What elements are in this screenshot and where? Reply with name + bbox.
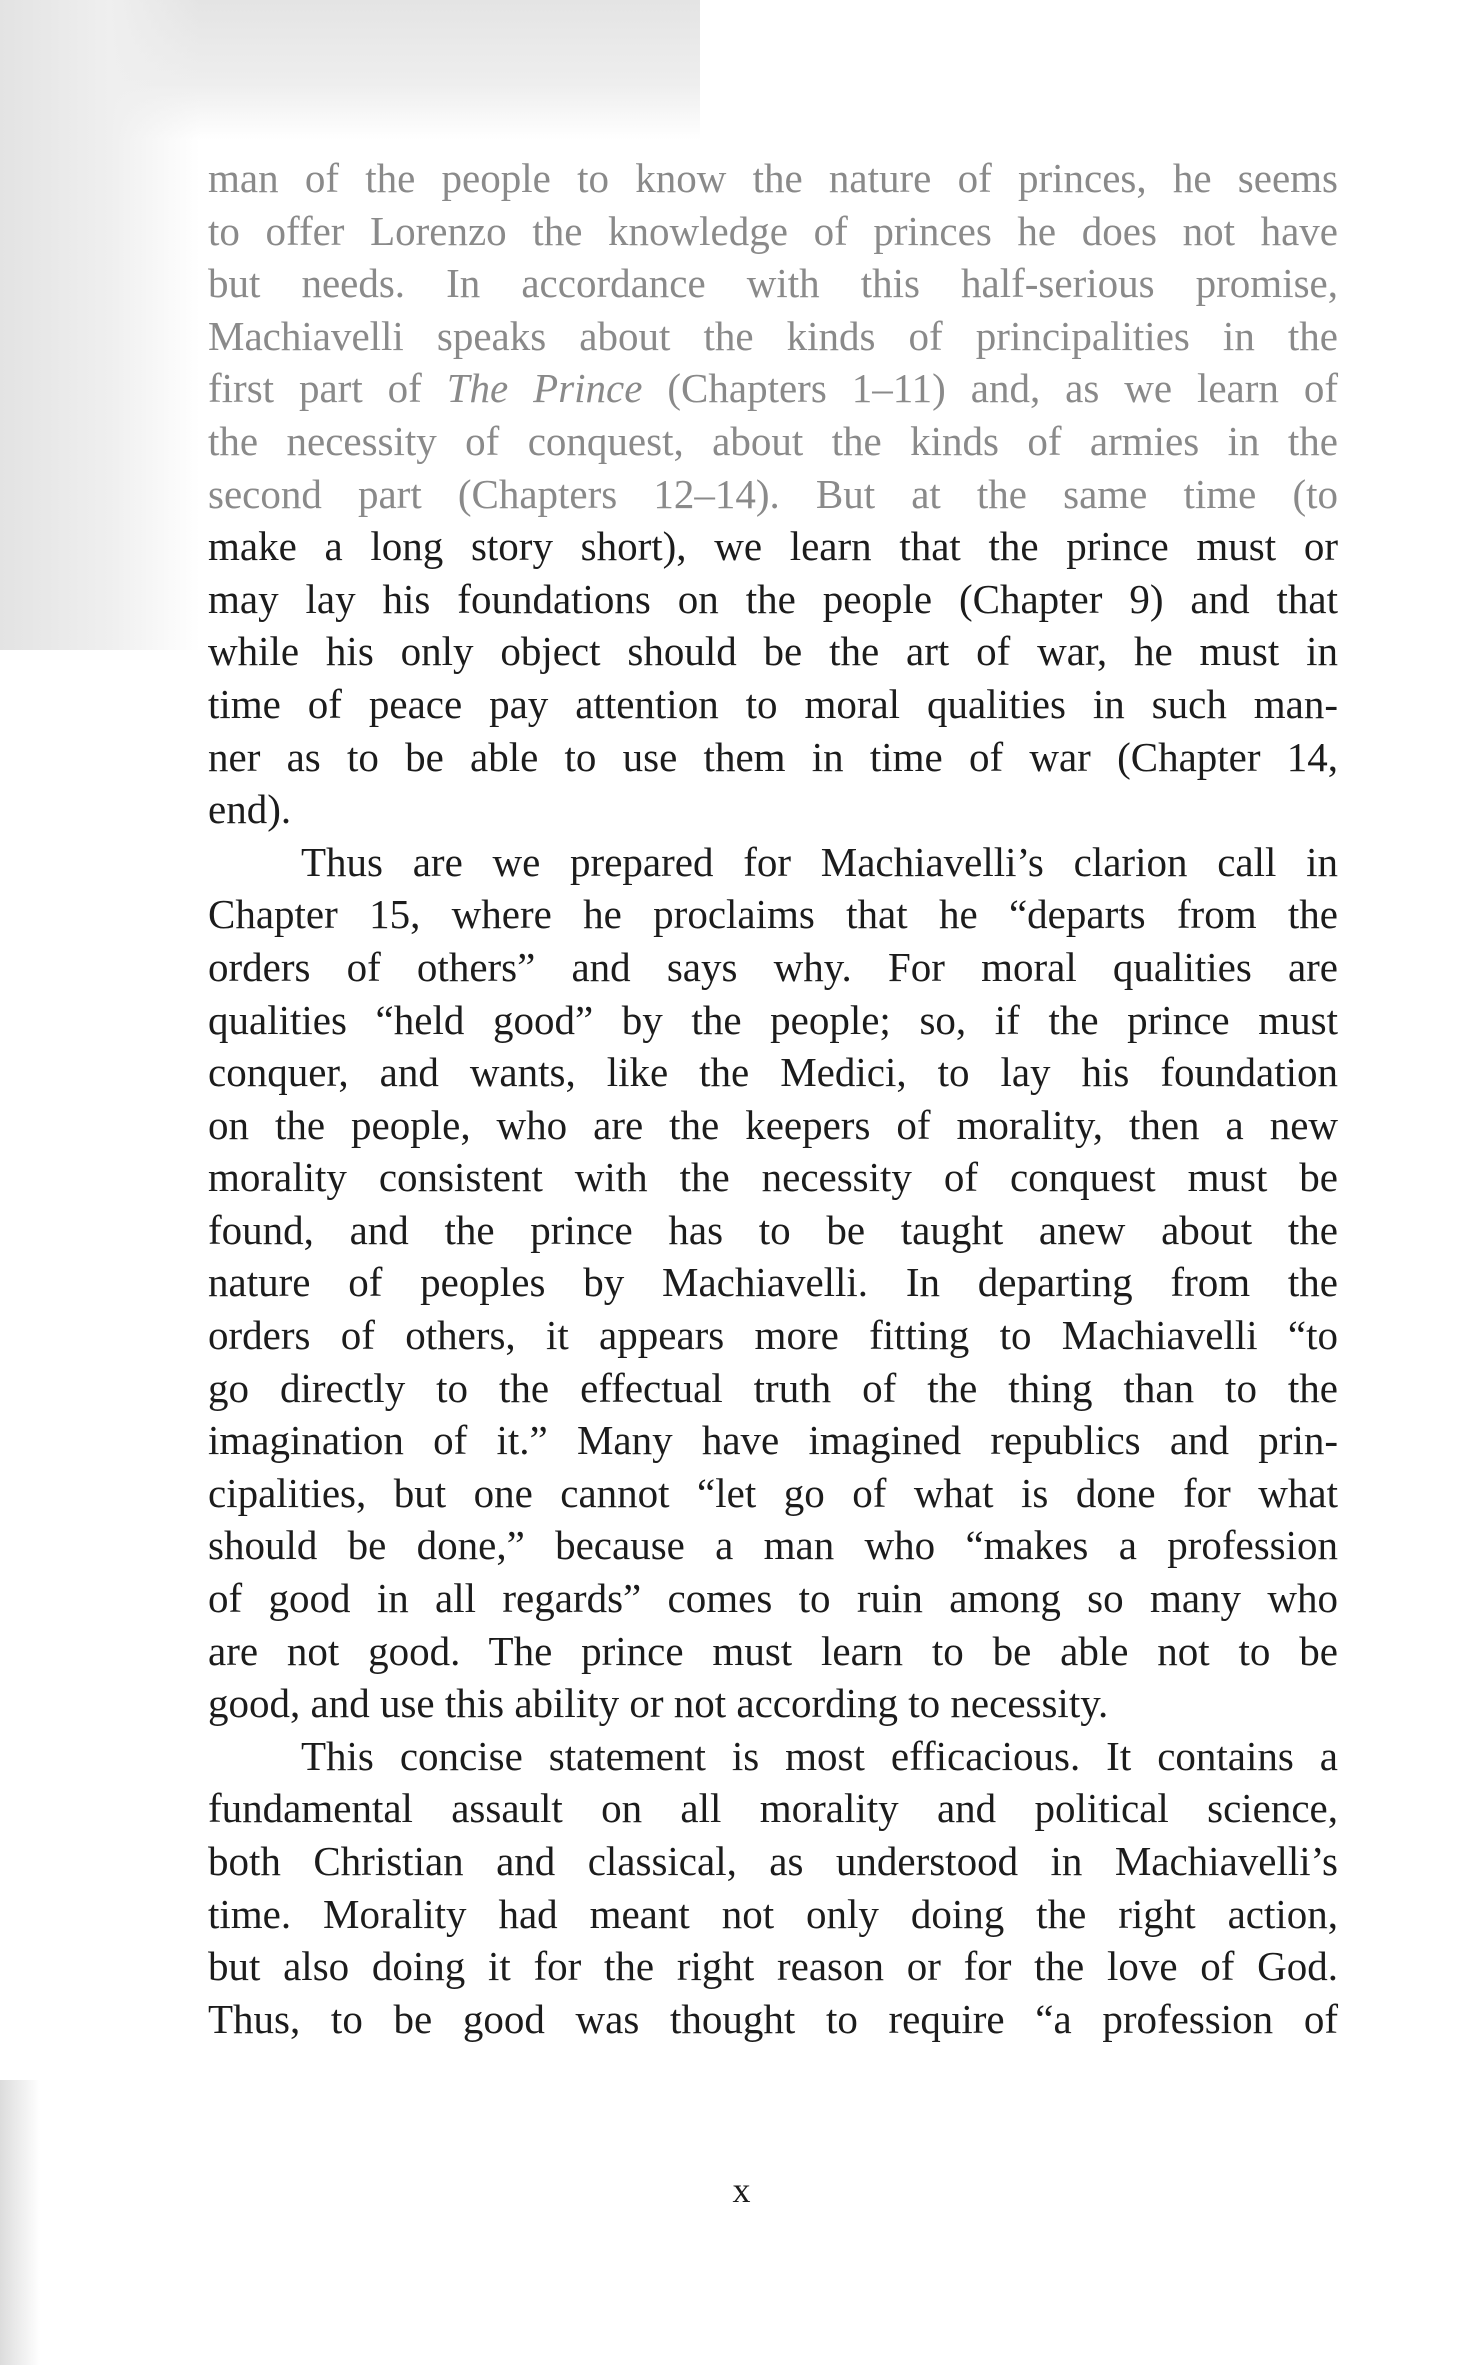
text-line: time of peace pay attention to moral qualities in such man- bbox=[208, 680, 1338, 727]
page-body-text bbox=[208, 152, 1338, 2045]
text-line: orders of others” and says why. For moral qualities are bbox=[208, 943, 1338, 990]
text-line: are not good. The prince must learn to be able not to be bbox=[208, 1627, 1338, 1674]
text-line: imagination of it.” Many have imagined republics and prin- bbox=[208, 1417, 1338, 1464]
text-line: Thus, to be good was thought to require “a profession of bbox=[208, 1995, 1338, 2042]
text-line: first part of The Prince (Chapters 1–11) and, as we learn of bbox=[208, 365, 1338, 412]
text-line: conquer, and wants, like the Medici, to lay his foundation bbox=[208, 1049, 1338, 1096]
text-line: This concise statement is most efficacious. It contains a bbox=[301, 1732, 1338, 1779]
text-line: should be done,” because a man who “makes a profession bbox=[208, 1522, 1338, 1569]
page-number: x bbox=[732, 2170, 752, 2210]
scan-smudge-bottom-left bbox=[0, 2080, 40, 2365]
text-line: on the people, who are the keepers of morality, then a new bbox=[208, 1101, 1338, 1148]
text-line: Chapter 15, where he proclaims that he “departs from the bbox=[208, 891, 1338, 938]
text-line: to offer Lorenzo the knowledge of princes he does not have bbox=[208, 207, 1338, 254]
text-line: found, and the prince has to be taught anew about the bbox=[208, 1206, 1338, 1253]
text-line: Thus are we prepared for Machiavelli’s clarion call in bbox=[301, 838, 1338, 885]
text-line: man of the people to know the nature of princes, he seems bbox=[208, 155, 1338, 201]
text-line: the necessity of conquest, about the kinds of armies in the bbox=[208, 417, 1338, 464]
text-line: orders of others, it appears more fitting to Machiavelli “to bbox=[208, 1312, 1338, 1359]
book-title: The Prince bbox=[446, 365, 643, 412]
text-line: fundamental assault on all morality and political science, bbox=[208, 1785, 1338, 1832]
text-line: go directly to the effectual truth of the thing than to the bbox=[208, 1364, 1338, 1411]
text-line: qualities “held good” by the people; so, if the prince must bbox=[208, 996, 1338, 1043]
text-line: ner as to be able to use them in time of war (Chapter 14, bbox=[208, 733, 1338, 780]
text-line: nature of peoples by Machiavelli. In departing from the bbox=[208, 1259, 1338, 1306]
text-line: but needs. In accordance with this half-serious promise, bbox=[208, 260, 1338, 307]
text-line: may lay his foundations on the people (Chapter 9) and that bbox=[208, 575, 1338, 622]
scan-smudge-left bbox=[0, 0, 200, 650]
text-line: cipalities, but one cannot “let go of what is done for what bbox=[208, 1469, 1338, 1516]
text-line: both Christian and classical, as understood in Machiavelli’s bbox=[208, 1838, 1338, 1884]
text-line: make a long story short), we learn that the prince must or bbox=[208, 523, 1338, 570]
text-line: morality consistent with the necessity of conquest must be bbox=[208, 1154, 1338, 1201]
text-line: of good in all regards” comes to ruin among so many who bbox=[208, 1575, 1338, 1622]
text-line: good, and use this ability or not according to necessity. bbox=[208, 1680, 1109, 1727]
text-line: end). bbox=[208, 786, 292, 833]
text-line: but also doing it for the right reason or for the love of God. bbox=[208, 1943, 1338, 1990]
text-line: time. Morality had meant not only doing the right action, bbox=[208, 1890, 1338, 1937]
text-line: Machiavelli speaks about the kinds of principalities in the bbox=[208, 312, 1338, 359]
text-line: second part (Chapters 12–14). But at the same time (to bbox=[208, 470, 1338, 517]
text-line: while his only object should be the art of war, he must in bbox=[208, 628, 1338, 675]
